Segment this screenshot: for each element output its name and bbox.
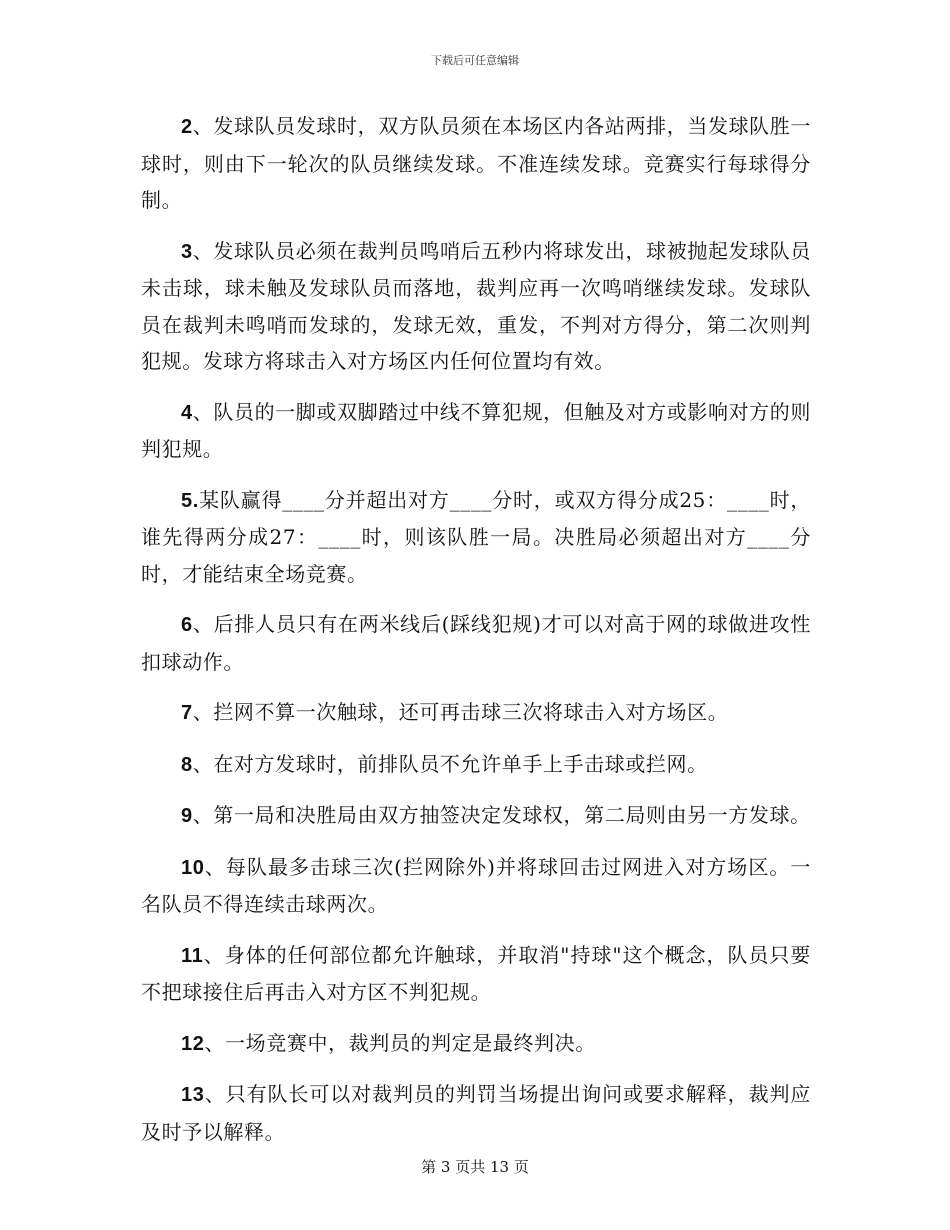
- rule-text: 、一场竞赛中，裁判员的判定是最终判决。: [204, 1030, 596, 1055]
- rule-paragraph-4: [141, 394, 811, 468]
- rule-paragraph-8: [141, 746, 811, 784]
- rule-number: 8: [181, 753, 193, 776]
- page-header: 下载后可任意编辑: [431, 54, 519, 67]
- rule-number: 7: [181, 702, 193, 724]
- rule-number: 9: [181, 805, 193, 827]
- rule-paragraph-6: [141, 606, 811, 680]
- rule-text: 、在对方发球时，前排队员不允许单手上手击球或拦网。: [192, 751, 708, 776]
- rule-paragraph-12: [141, 1025, 811, 1063]
- rule-number: 10: [181, 856, 205, 879]
- rule-text: 、身体的任何部位都允许触球，并取消"持球"这个概念，队员只要不把球接住后再击入对方区不判犯规。: [141, 942, 811, 1004]
- rule-text: 、后排人员只有在两米线后(踩线犯规)才可以对高于网的球做进攻性扣球动作。: [141, 612, 811, 674]
- rule-paragraph-5: [141, 482, 811, 593]
- rule-number: 4: [181, 401, 193, 424]
- rule-paragraph-10: [141, 849, 811, 923]
- rule-text: 、发球队员必须在裁判员鸣哨后五秒内将球发出，球被抛起发球队员未击球，球未触及发球队员而落地，裁判应再一次鸣哨继续发球。发球队员在裁判未鸣哨而发球的，发球无效，重发，不判对方得分，第二次则判犯规。发球方将球击入对方场区内任何位置均有效。: [141, 238, 811, 373]
- rule-text: 、拦网不算一次触球，还可再击球三次将球击入对方场区。: [192, 700, 729, 724]
- rule-text: 、只有队长可以对裁判员的判罚当场提出询问或要求解释，裁判应及时予以解释。: [141, 1082, 811, 1144]
- rule-number: 6: [181, 614, 193, 636]
- page-number: 第 3 页共 13 页: [421, 1158, 529, 1176]
- rule-paragraph-2: [141, 108, 811, 219]
- rule-text: 、每队最多击球三次(拦网除外)并将球回击过网进入对方场区。一名队员不得连续击球两次。: [141, 854, 811, 916]
- rule-number: 5.: [181, 489, 199, 512]
- rule-number: 2: [181, 116, 193, 138]
- rule-number: 12: [181, 1032, 205, 1055]
- rule-paragraph-7: [141, 694, 811, 732]
- rule-text: 某队赢得____分并超出对方____分时，或双方得分成25：____时，谁先得两分成27：____时，则该队胜一局。决胜局必须超出对方____分时，才能结束全场竞赛。: [141, 487, 811, 586]
- rule-text: 、队员的一脚或双脚踏过中线不算犯规，但触及对方或影响对方的则判犯规。: [141, 399, 811, 461]
- rule-paragraph-11: [141, 937, 811, 1011]
- rule-paragraph-3: [141, 233, 811, 380]
- rule-text: 、第一局和决胜局由双方抽签决定发球权，第二局则由另一方发球。: [192, 803, 811, 827]
- rule-text: 、发球队员发球时，双方队员须在本场区内各站两排，当发球队胜一球时，则由下一轮次的队员继续发球。不准连续发球。竞赛实行每球得分制。: [141, 114, 811, 212]
- rule-number: 13: [181, 1084, 205, 1106]
- document-body: [141, 108, 811, 1164]
- rule-paragraph-13: [141, 1076, 811, 1150]
- rule-number: 11: [181, 944, 204, 967]
- rule-paragraph-9: [141, 797, 811, 835]
- rule-number: 3: [181, 240, 193, 263]
